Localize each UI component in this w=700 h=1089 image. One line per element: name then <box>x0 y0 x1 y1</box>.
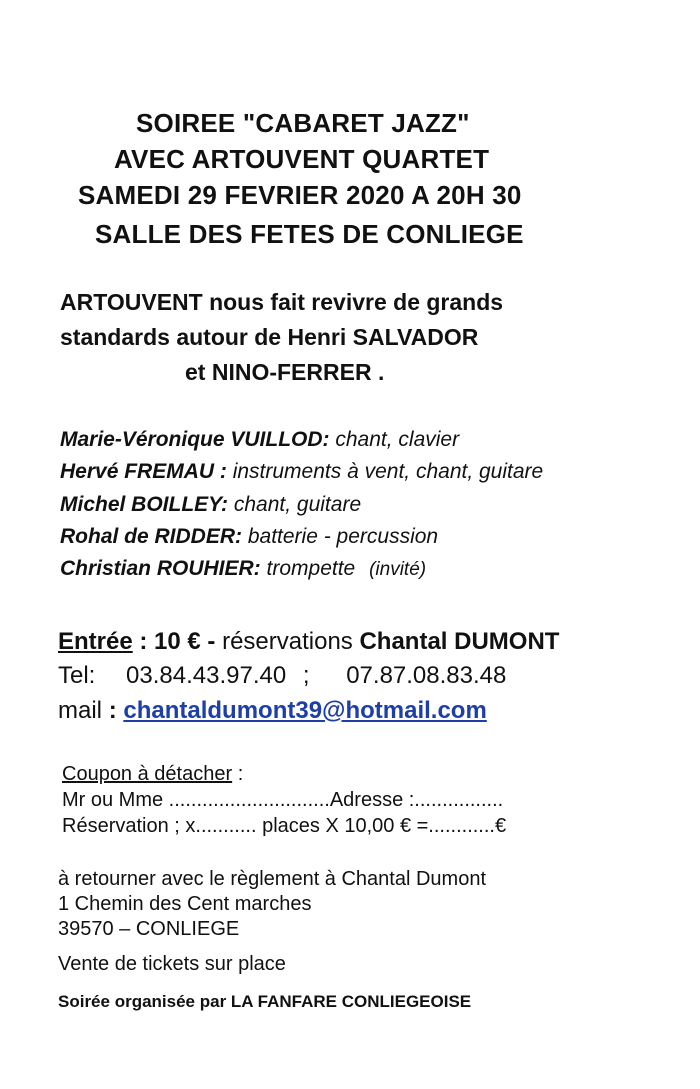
return-line-3: 39570 – CONLIEGE <box>58 918 240 940</box>
entry-label: Entrée <box>58 628 133 655</box>
intro-line-3: et NINO-FERRER . <box>185 359 385 385</box>
phone-line <box>58 662 506 690</box>
intro-line-1: ARTOUVENT nous fait revivre de grands <box>60 289 504 315</box>
intro-line-2: standards autour de Henri SALVADOR <box>60 324 479 350</box>
musician-name: Rohal de RIDDER: <box>60 525 243 548</box>
event-date: SAMEDI 29 FEVRIER 2020 A 20H 30 <box>78 180 522 210</box>
musician-row <box>60 460 543 484</box>
entry-line <box>58 628 559 656</box>
organizer-name: LA FANFARE CONLIEGEOISE <box>230 992 472 1011</box>
musician-row <box>60 557 426 581</box>
return-line-2: 1 Chemin des Cent marches <box>58 893 312 915</box>
musician-role: chant, clavier <box>329 428 460 451</box>
musician-row <box>60 525 438 549</box>
ticket-sale-note: Vente de tickets sur place <box>58 953 286 975</box>
reservation-text: réservations <box>215 628 360 655</box>
mail-colon: : <box>108 697 117 724</box>
return-line-1: à retourner avec le règlement à Chantal Dumont <box>58 868 487 890</box>
tel-number-1: 03.84.43.97.40 <box>126 662 287 689</box>
musician-row <box>60 428 459 452</box>
musician-role: trompette <box>260 557 356 580</box>
musician-name: Marie-Véronique VUILLOD: <box>60 428 330 451</box>
tel-label: Tel: <box>58 662 96 689</box>
event-venue: SALLE DES FETES DE CONLIEGE <box>95 219 524 249</box>
email-link[interactable]: chantaldumont39@hotmail.com <box>123 697 487 724</box>
organizer-prefix: Soirée organisée par <box>58 992 231 1011</box>
musician-role: instruments à vent, chant, guitare <box>226 460 544 483</box>
mail-line <box>58 697 487 725</box>
musician-name: Christian ROUHIER: <box>60 557 261 580</box>
coupon-name-address-line: Mr ou Mme .............................Adresse :................ <box>62 789 504 811</box>
coupon-title-line <box>62 763 243 786</box>
event-band: AVEC ARTOUVENT QUARTET <box>114 144 490 174</box>
tel-number-2: 07.87.08.83.48 <box>346 662 507 689</box>
coupon-title: Coupon à détacher <box>62 763 233 785</box>
musician-row <box>60 493 361 517</box>
musician-name: Hervé FREMAU : <box>60 460 227 483</box>
musician-role: chant, guitare <box>228 493 362 516</box>
organizer-line <box>58 992 471 1012</box>
contact-name: Chantal DUMONT <box>359 628 560 655</box>
entry-price: : 10 € - <box>132 628 216 655</box>
musician-role: batterie - percussion <box>242 525 439 548</box>
event-title: SOIREE "CABARET JAZZ" <box>136 108 470 138</box>
musician-name: Michel BOILLEY: <box>60 493 229 516</box>
tel-separator: ; <box>302 662 310 689</box>
musician-note: (invité) <box>369 559 427 580</box>
coupon-title-colon: : <box>232 763 244 785</box>
mail-label: mail <box>58 697 103 724</box>
coupon-reservation-line: Réservation ; x........... places X 10,00 € =............€ <box>62 815 507 837</box>
